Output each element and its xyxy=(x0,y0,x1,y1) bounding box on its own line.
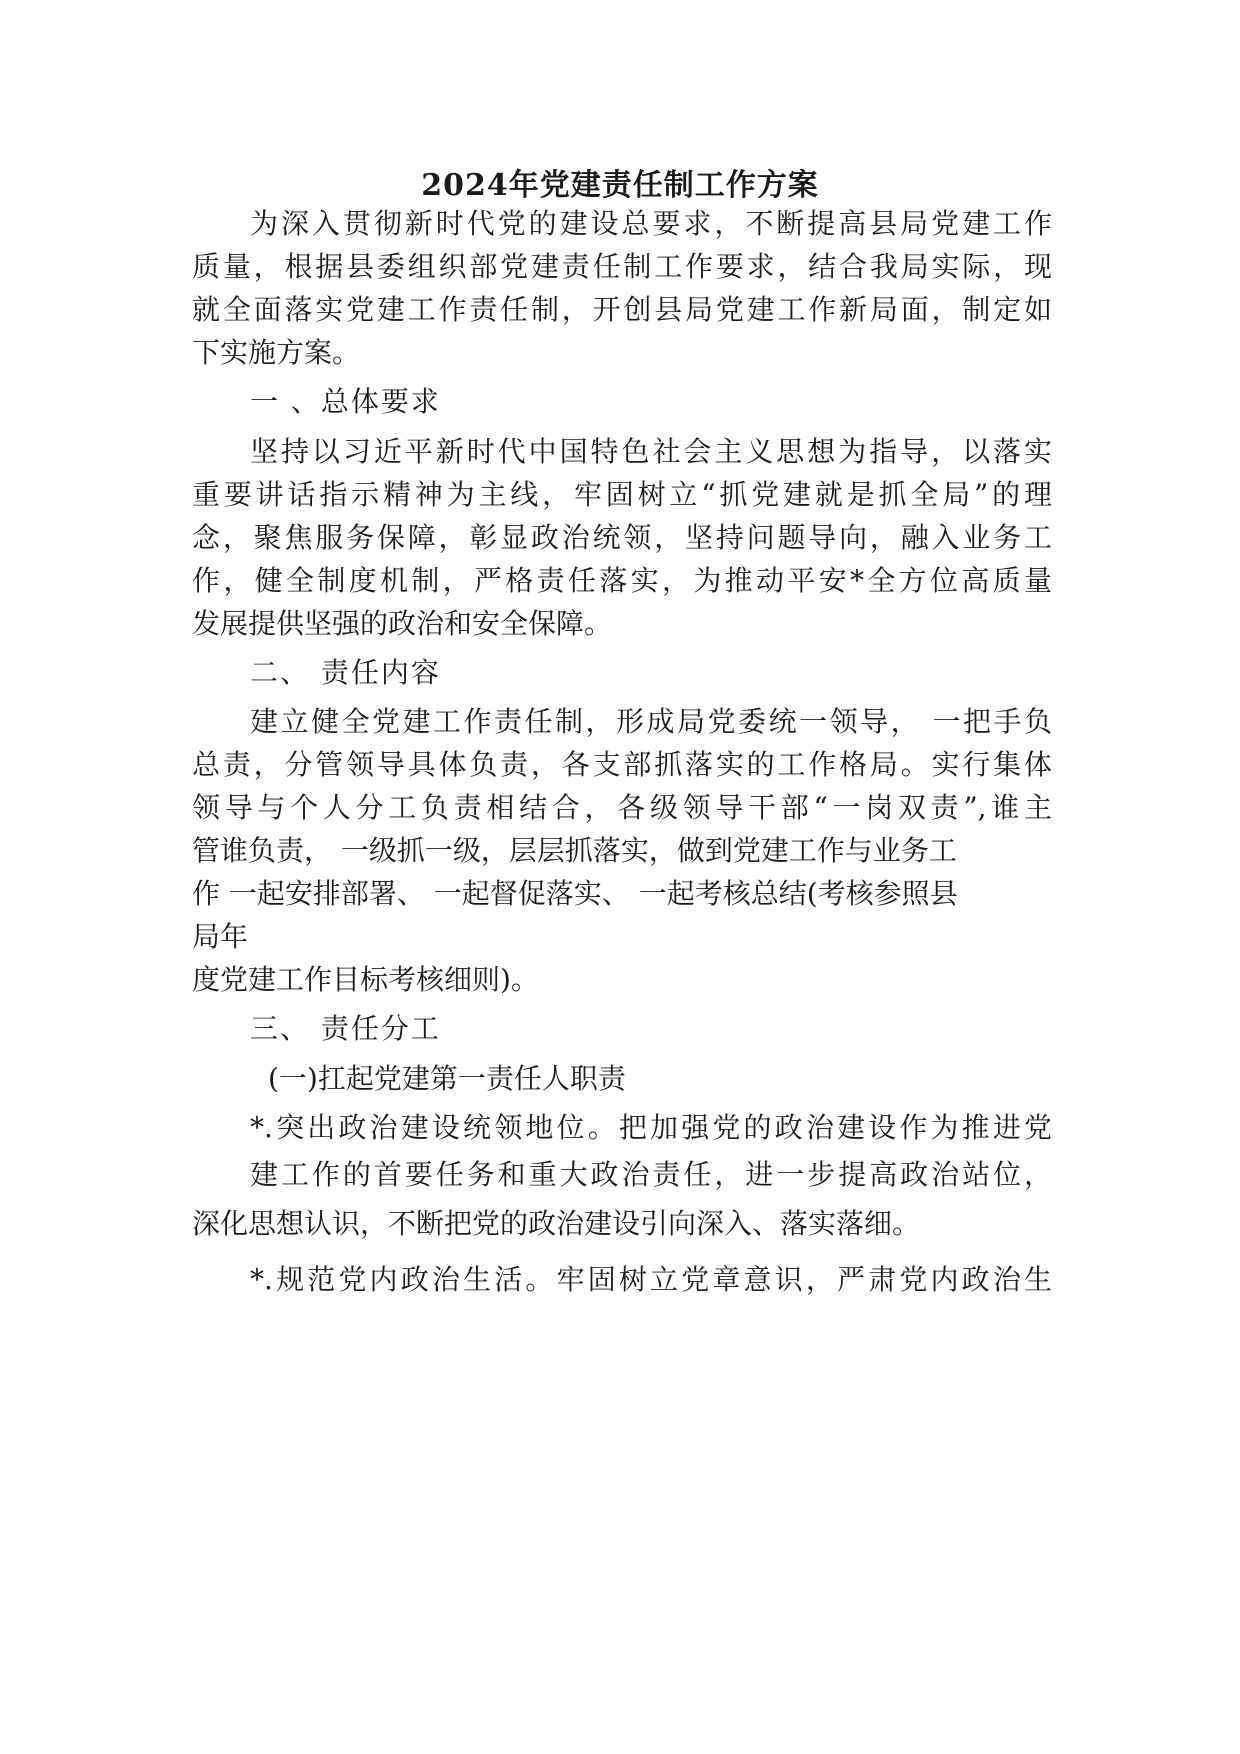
paragraph-line: 局年 xyxy=(192,920,249,953)
paragraph-line: 坚持以习近平新时代中国特色社会主义思想为指导，以落实 xyxy=(250,435,1052,468)
section-heading-1: 一 、总体要求 xyxy=(250,385,441,418)
paragraph-line: 重要讲话指示精神为主线，牢固树立“抓党建就是抓全局”的理 xyxy=(192,478,1052,511)
paragraph-line: *.规范党内政治生活。牢固树立党章意识，严肃党内政治生 xyxy=(250,1263,1052,1296)
paragraph-line: 管谁负责， 一级抓一级，层层抓落实，做到党建工作与业务工 xyxy=(192,834,957,867)
paragraph-line: 为深入贯彻新时代党的建设总要求，不断提高县局党建工作 xyxy=(250,207,1052,240)
paragraph-line: 建工作的首要任务和重大政治责任，进一步提高政治站位， xyxy=(250,1158,1052,1191)
paragraph-line: 深化思想认识，不断把党的政治建设引向深入、落实落细。 xyxy=(192,1207,921,1240)
paragraph-line: 总责，分管领导具体负责，各支部抓落实的工作格局。实行集体 xyxy=(192,748,1052,781)
paragraph-line: 领导与个人分工负责相结合，各级领导干部“一岗双责”,谁主 xyxy=(192,791,1052,824)
paragraph-line: 发展提供坚强的政治和安全保障。 xyxy=(192,607,613,640)
section-heading-2: 二、 责任内容 xyxy=(250,656,441,689)
paragraph-line: 作，健全制度机制，严格责任落实，为推动平安*全方位高质量 xyxy=(192,564,1052,597)
paragraph-line: 建立健全党建工作责任制，形成局党委统一领导， 一把手负 xyxy=(250,705,1052,738)
subsection-heading: (一)扛起党建第一责任人职责 xyxy=(268,1062,626,1095)
paragraph-line: 下实施方案。 xyxy=(192,336,361,369)
paragraph-line: 作 一起安排部署、 一起督促落实、 一起考核总结(考核参照县 xyxy=(192,877,958,910)
paragraph-line: 就全面落实党建工作责任制，开创县局党建工作新局面，制定如 xyxy=(192,293,1052,326)
paragraph-line: 度党建工作目标考核细则)。 xyxy=(192,963,539,996)
section-heading-3: 三、 责任分工 xyxy=(250,1012,441,1045)
paragraph-line: 念，聚焦服务保障，彰显政治统领，坚持问题导向，融入业务工 xyxy=(192,521,1052,554)
paragraph-line: 质量，根据县委组织部党建责任制工作要求，结合我局实际，现 xyxy=(192,250,1052,283)
document-title: 2024年党建责任制工作方案 xyxy=(421,168,819,203)
paragraph-line: *.突出政治建设统领地位。把加强党的政治建设作为推进党 xyxy=(250,1111,1052,1144)
